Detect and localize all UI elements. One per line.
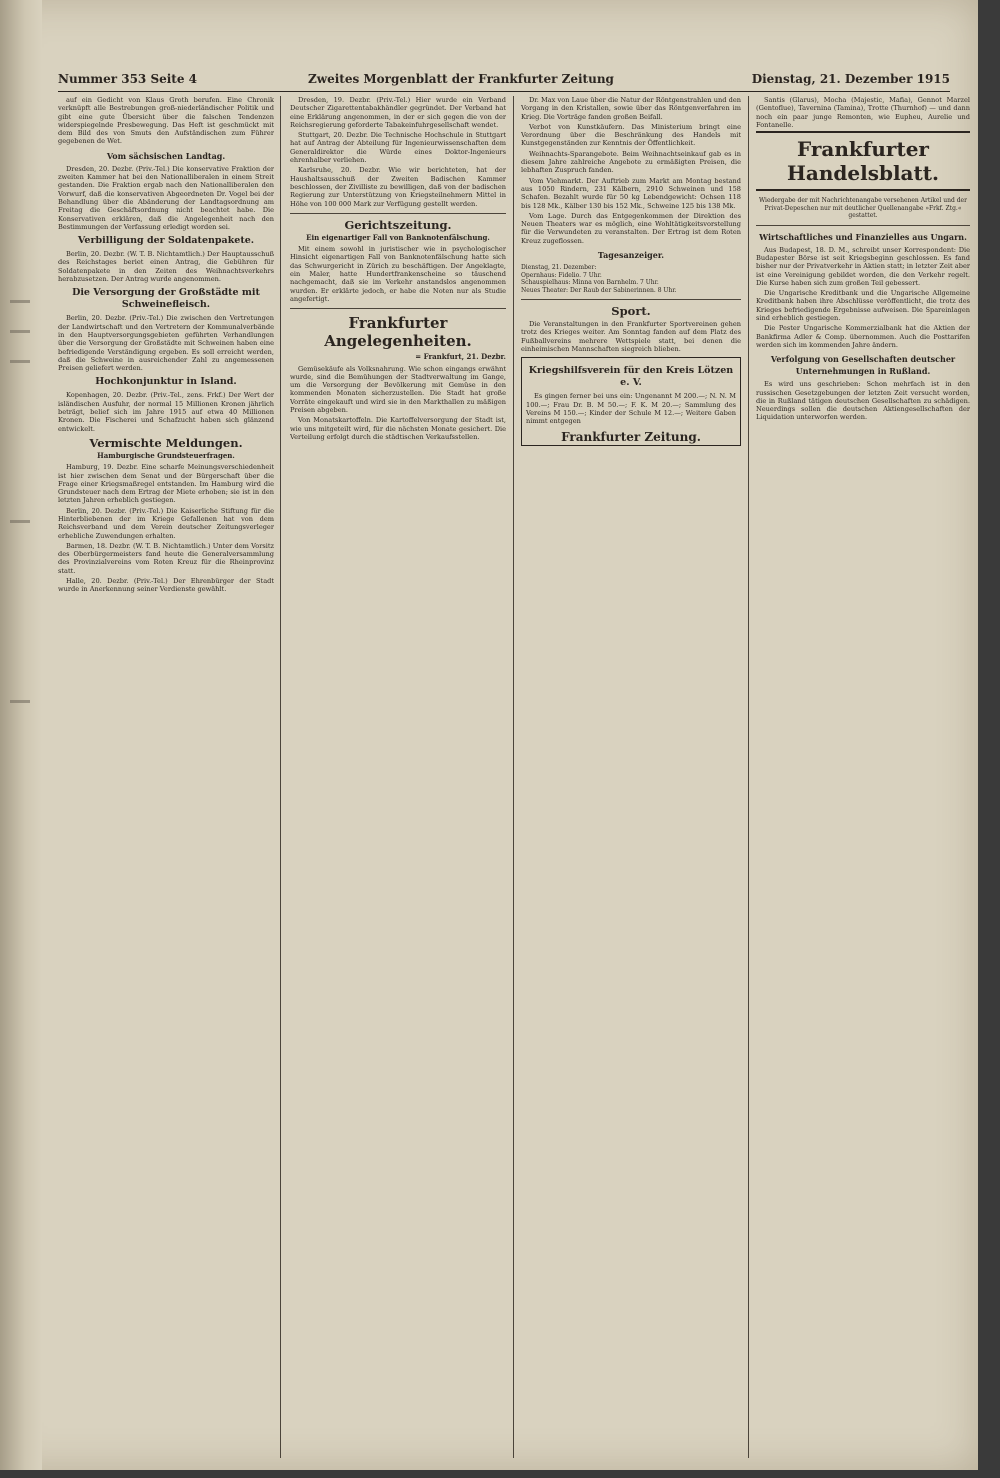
article-text: Berlin, 20. Dezbr. (Priv.-Tel.) Die zwischen den Vertretungen der Landwirtschaft und den Vertretern der Kommunalverbände in den Hauptversorgungsgebieten geführten Verhandlungen über die Versorgung der Großstädte mit Schweinen haben eine befriedigende Verständigung ergeben. Es soll erreicht werden, daß die Schweine in ausreichender Zahl zu angemessenen Preisen geliefert werden.: [58, 314, 274, 373]
article-text: Aus Budapest, 18. D. M., schreibt unser Korrespondent: Die Budapester Börse ist seit Kriegsbeginn geschlossen. Es fand bisher nur der Privatverkehr in Aktien statt; in letzter Zeit aber ist eine Vereinigung gebildet worden, die den Verkehr regelt. Die Kurse haben sich zum großen Teil gebessert.: [756, 245, 970, 287]
section-heading: Tagesanzeiger.: [597, 250, 665, 261]
article-text: Vom Lage. Durch das Entgegenkommen der Direktion des Neuen Theaters war es möglich, eine Wohltätigkeitsvorstellung für die Verwundeten zu veranstalten. Der Ertrag ist dem Roten Kreuz zugeflossen.: [521, 211, 741, 245]
section-heading: Gerichtszeitung.: [344, 217, 452, 232]
column-3: [521, 96, 741, 1458]
article-text: Berlin, 20. Dezbr. (Priv.-Tel.) Die Kaiserliche Stiftung für die Hinterbliebenen der im Kriege Gefallenen hat von dem Reichsverband und dem Verein deutscher Zeitungsverleger erhebliche Zuwendungen erhalten.: [58, 506, 274, 540]
article-text: auf ein Gedicht von Klaus Groth berufen. Eine Chronik verknüpft alle Bestrebungen groß-niederländischer Politik und gibt eine gute Übersicht über die falschen Tendenzen widerspiegelnde Presbewegung. Das Heft ist geschmückt mit dem Bild des von Smuts den Aufständischen zum Führer gegebenen de Wet.: [58, 96, 274, 146]
article-text: Verbot von Kunstkäufern. Das Ministerium bringt eine Verordnung über die Beschränkung des Handels mit Kunstgegenständen zur Kenntnis der Öffentlichkeit.: [521, 122, 741, 148]
article-text: Vom Viehmarkt. Der Auftrieb zum Markt am Montag bestand aus 1050 Rindern, 231 Kälbern, 2910 Schweinen und 158 Schafen. Bezahlt wurde für 50 kg Lebendgewicht: Ochsen 118 bis 128 Mk., Kälber 130 bis 152 Mk., Schweine 125 bis 138 Mk.: [521, 176, 741, 210]
listing-line: Opernhaus: Fidelio. 7 Uhr.: [521, 271, 602, 279]
box-heading: Kriegshilfsverein für den Kreis Lötzen e. V.: [528, 365, 734, 389]
article-text: Dresden, 20. Dezbr. (Priv.-Tel.) Die konservative Fraktion der zweiten Kammer hat bei den Nationalliberalen in einem Streit gestanden. Die Fraktion ergab nach den Nationalliberalen den Vorwurf, daß die konservativen Abgeordneten Dr. Vogel bei der Behandlung über die Abänderung der Landtagsordnung am Freitag die Geschäftsordnung nicht beachtet habe. Die Konservativen erklären, daß die Angelegenheit nach den Bestimmungen der Verfassung erledigt worden sei.: [58, 164, 274, 231]
signature: Frankfurter Zeitung.: [561, 430, 701, 445]
column-1: [58, 96, 274, 1458]
section-heading: Vermischte Meldungen.: [89, 435, 243, 450]
article-text: Die Ungarische Kreditbank und die Ungarische Allgemeine Kreditbank haben ihre Abschlüsse veröffentlicht, die trotz des Krieges befriedigende Ergebnisse aufweisen. Die Spareinlagen sind erheblich gestiegen.: [756, 289, 970, 323]
article-text: Mit einem sowohl in juristischer wie in psychologischer Hinsicht eigenartigen Fall von Banknotenfälschung hatte sich das Schwurgericht in Zürich zu beschäftigen. Der Angeklagte, ein Maler, hatte Hundertfrankenscheine so täuschend nachgemacht, daß sie im Verkehr anstandslos angenommen wurden. Er erklärte jedoch, er habe die Noten nur als Studie angefertigt.: [290, 245, 506, 303]
paper-title: Zweites Morgenblatt der Frankfurter Zeitung: [308, 72, 614, 86]
article-text: Es gingen ferner bei uns ein: Ungenannt M 200.—; N. N. M 100.—; Frau Dr. B. M 50.—; F. K. M 20.—; Sammlung des Vereins M 150.—; Kinder der Schule M 12.—; Weitere Gaben nimmt entgegen: [526, 392, 736, 426]
article-heading: Hochkonjunktur in Island.: [95, 376, 237, 388]
column-separator: [513, 96, 514, 1458]
article-heading: Verfolgung von Gesellschaften deutscher Unternehmungen in Rußland.: [770, 354, 956, 377]
article-subheading: Ein eigenartiger Fall von Banknotenfälschung.: [306, 232, 490, 242]
article-heading: Verbilligung der Soldatenpakete.: [77, 235, 255, 247]
article-text: Halle, 20. Dezbr. (Priv.-Tel.) Der Ehrenbürger der Stadt wurde in Anerkennung seiner Verdienste gewählt.: [58, 577, 274, 594]
article-text: Die Veranstaltungen in den Frankfurter Sportvereinen gehen trotz des Krieges weiter. Am Sonntag fanden auf dem Platz des Fußballvereins mehrere Wettspiele statt, bei denen die einheimischen Mannschaften siegreich blieben.: [521, 320, 741, 353]
article-text: Von Monatskartoffeln. Die Kartoffelversorgung der Stadt ist, wie uns mitgeteilt wird, für die nächsten Monate gesichert. Die Verteilung erfolgt durch die städtischen Verkaufsstellen.: [290, 416, 506, 441]
column-2: [290, 96, 506, 1458]
column-separator: [748, 96, 749, 1458]
dateline: = Frankfurt, 21. Dezbr.: [415, 352, 506, 362]
column-4: [756, 96, 970, 1458]
notice: Wiedergabe der mit Nachrichtenangabe versehenen Artikel und der Privat-Depeschen nur mit deutlicher Quellenangabe »Frkf. Ztg.« gestattet.: [759, 197, 967, 220]
issue-number: Nummer 353 Seite 4: [58, 72, 198, 86]
article-heading: Die Versorgung der Großstädte mit Schweinefleisch.: [72, 287, 260, 311]
article-text: Die Pester Ungarische Kommerzialbank hat die Aktien der Bankfirma Adler & Comp. übernommen. Auch die Posttarifen werden sich im kommenden Jahre ändern.: [756, 324, 970, 349]
header-rule: [58, 91, 950, 92]
page-header: [58, 72, 950, 92]
article-text: Stuttgart, 20. Dezbr. Die Technische Hochschule in Stuttgart hat auf Antrag der Abteilung für Ingenieurwissenschaften dem Generaldirektor die Würde eines Doktor-Ingenieurs ehrenhalber verliehen.: [290, 131, 506, 165]
article-text: Dresden, 19. Dezbr. (Priv.-Tel.) Hier wurde ein Verband Deutscher Zigarettentabakhändler gegründet. Der Verband hat eine Erklärung angenommen, in der er sich gegen die von der Reichsregierung geforderte Tabakeinfuhrgesellschaft wendet.: [290, 96, 506, 129]
section-masthead: Frankfurter Handelsblatt.: [756, 131, 970, 191]
article-text: Barmen, 18. Dezbr. (W. T. B. Nichtamtlich.) Unter dem Vorsitz des Oberbürgermeisters fand heute die Generalversammlung des Provinzialvereins vom Roten Kreuz für die Rheinprovinz statt.: [58, 541, 274, 575]
article-text: Gemüsekäufe als Volksnahrung. Wie schon eingangs erwähnt wurde, sind die Bemühungen der Stadtverwaltung im Gange, um die Versorgung der Bevölkerung mit Gemüse in den kommenden Monaten sicherzustellen. Die Stadt hat große Vorräte eingekauft und wird sie in den Markthallen zu mäßigen Preisen abgeben.: [290, 364, 506, 415]
article-text: Berlin, 20. Dezbr. (W. T. B. Nichtamtlich.) Der Hauptausschuß des Reichstages beriet einen Antrag, die Gebühren für Soldatenpakete in den Zeiten des Weihnachtsverkehrs herabzusetzen. Der Antrag wurde angenommen.: [58, 250, 274, 284]
issue-date: Dienstag, 21. Dezember 1915: [751, 72, 950, 86]
listing-line: Schauspielhaus: Minna von Barnhelm. 7 Uhr.: [521, 279, 659, 287]
article-text: Hamburg, 19. Dezbr. Eine scharfe Meinungsverschiedenheit ist hier zwischen dem Senat und der Bürgerschaft über die Frage einer Kriegsmaßregel entstanden. Im Hamburg wird die Grundsteuer nach dem Ertrag der Miete erhoben; sie ist in den letzten Jahren erheblich gestiegen.: [58, 463, 274, 505]
article-heading: Wirtschaftliches und Finanzielles aus Ungarn.: [759, 231, 967, 242]
donation-box: [521, 357, 741, 445]
article-text: Weihnachts-Sparangebote. Beim Weihnachtseinkauf gab es in diesem Jahre zahlreiche Angebote zu ermäßigten Preisen, die lebhaften Zuspruch fanden.: [521, 149, 741, 175]
article-text: Santis (Glarus), Mocha (Majestic, Mafia), Gennot Marzel (Gentoflue), Tavernina (Tamina), Trotte (Thurnhof) — und dann noch ein paar junge Remonten, wie Eupheu, Aurelie und Fontanelle.: [756, 96, 970, 129]
column-separator: [280, 96, 281, 1458]
binding-spine: [0, 0, 42, 1470]
article-heading: Vom sächsischen Landtag.: [106, 150, 226, 161]
article-text: Karlsruhe, 20. Dezbr. Wie wir berichteten, hat der Haushaltsausschuß der Zweiten Badischen Kammer beschlossen, der Zivilliste zu bewilligen, daß von der badischen Regierung zur Unterstützung von Kriegsteilnehmern Mittel in Höhe von 100 000 Mark zur Verfügung gestellt werden.: [290, 166, 506, 208]
article-subheading: Hamburgische Grundsteuerfragen.: [97, 450, 235, 460]
section-heading: Sport.: [611, 304, 651, 319]
listing-line: Dienstag, 21. Dezember:: [521, 264, 597, 272]
article-text: Dr. Max von Laue über die Natur der Röntgenstrahlen und den Vorgang in den Kristallen, sowie über das Röntgenverfahren im Krieg. Die Vorträge fanden großen Beifall.: [521, 96, 741, 121]
article-text: Kopenhagen, 20. Dezbr. (Priv.-Tel., zens. Frkf.) Der Wert der isländischen Ausfuhr, der normal 15 Millionen Kronen jährlich beträgt, belief sich im Jahre 1915 auf etwa 40 Millionen Kronen. Die Fischerei und Schafzucht haben sich glänzend entwickelt.: [58, 391, 274, 433]
section-heading: Frankfurter Angelegenheiten.: [324, 314, 472, 351]
article-text: Es wird uns geschrieben: Schon mehrfach ist in den russischen Gesetzgebungen der letzten Zeit versucht worden, die in Rußland tätigen deutschen Gesellschaften zu schädigen. Neuerdings sollen die deutschen Aktiengesellschaften der Liquidation unterworfen werden.: [756, 380, 970, 422]
listing-line: Neues Theater: Der Raub der Sabinerinnen. 8 Uhr.: [521, 286, 677, 294]
